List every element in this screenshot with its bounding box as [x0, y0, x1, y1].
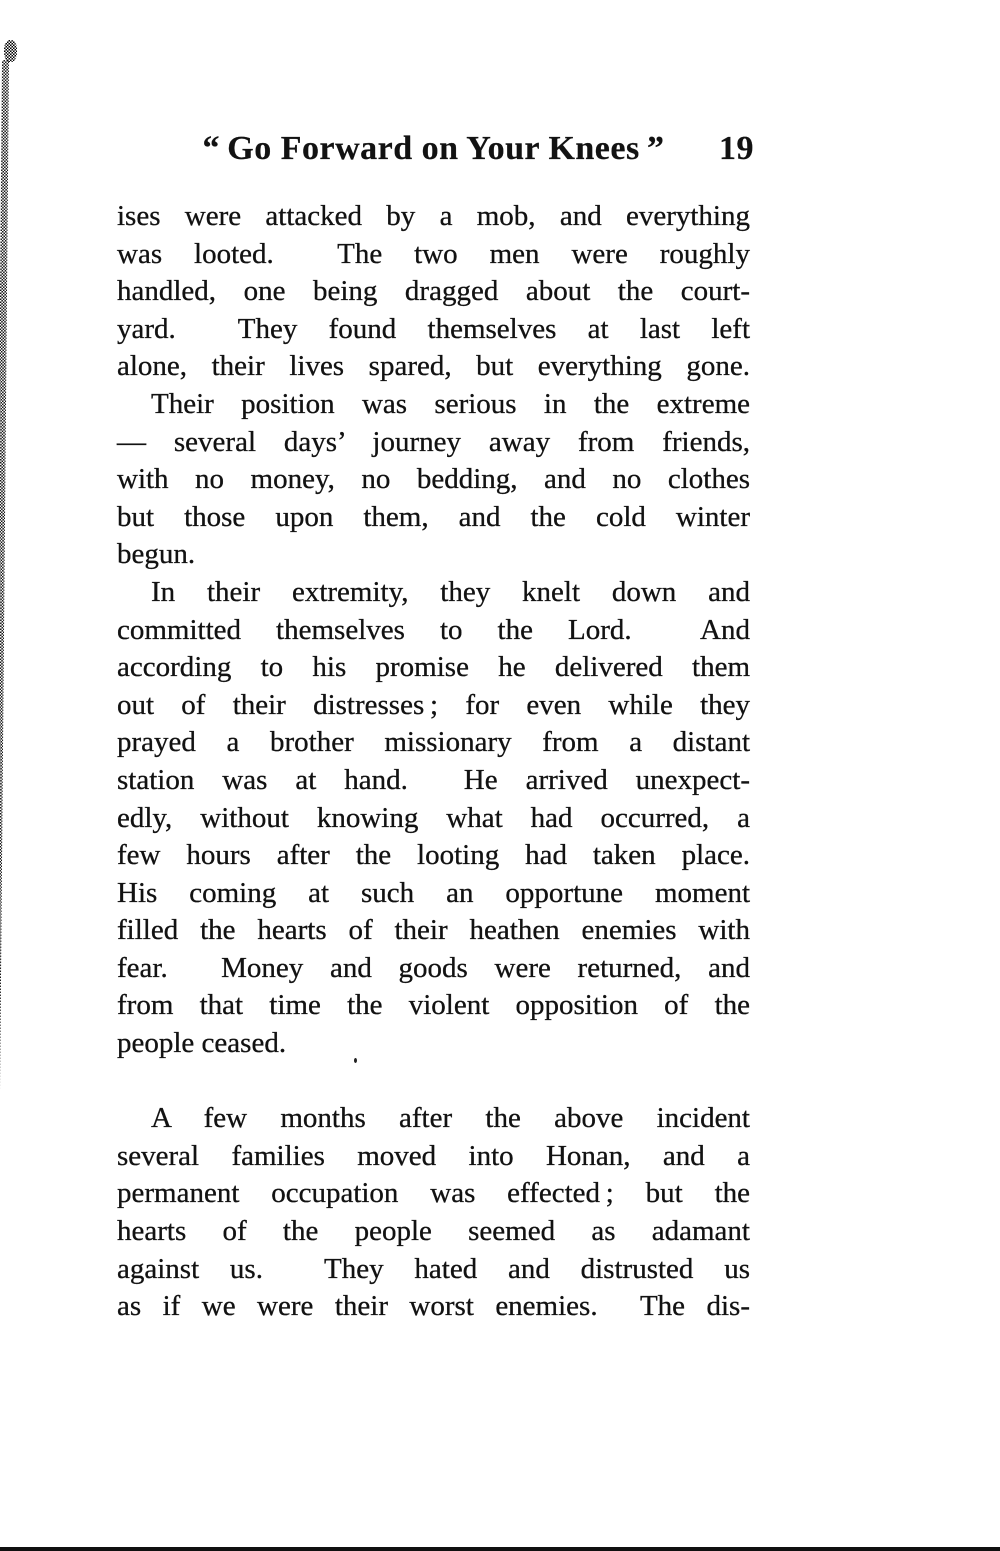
text-line: His coming at such an opportune moment [117, 876, 750, 909]
text-line: handled, one being dragged about the court- [117, 275, 750, 308]
text-line: begun. [117, 538, 196, 571]
text-line: ises were attacked by a mob, and everything [117, 200, 750, 232]
text-line: filled the hearts of their heathen enemies with [117, 914, 750, 947]
page-text [117, 198, 750, 1326]
text-line: several families moved into Honan, and a [117, 1139, 750, 1172]
text-line: edly, without knowing what had occurred, a [117, 801, 750, 834]
text-line: Their position was serious in the extreme [151, 387, 750, 420]
scan-artifact-speck [354, 1058, 357, 1063]
text-line: as if we were their worst enemies. The dis- [117, 1290, 750, 1323]
text-line: prayed a brother missionary from a distant [117, 726, 750, 759]
text-line: against us. They hated and distrusted us [117, 1252, 750, 1285]
text-line: fear. Money and goods were returned, and [117, 951, 750, 984]
paragraph [117, 386, 750, 574]
scan-artifact-binding-strip [0, 60, 9, 1551]
text-line: permanent occupation was effected ; but the [117, 1177, 750, 1210]
paragraph [117, 198, 750, 386]
text-line: few hours after the looting had taken place. [117, 839, 750, 872]
text-line: A few months after the above incident [151, 1102, 750, 1135]
paragraph [117, 574, 750, 1063]
text-line: hearts of the people seemed as adamant [117, 1215, 750, 1248]
text-line: from that time the violent opposition of the [117, 989, 750, 1022]
text-line: yard. They found themselves at last left [117, 312, 750, 345]
text-line: was looted. The two men were roughly [117, 237, 750, 270]
scan-artifact-bottom-edge [0, 1547, 1000, 1551]
page-content [117, 0, 754, 1326]
text-line: station was at hand. He arrived unexpect- [117, 763, 750, 796]
text-line: out of their distresses ; for even while they [117, 688, 750, 721]
paragraph [117, 1100, 750, 1326]
text-line: In their extremity, they knelt down and [151, 575, 750, 608]
text-line: people ceased. [117, 1027, 287, 1060]
text-line: alone, their lives spared, but everything gone. [117, 350, 750, 383]
text-line: but those upon them, and the cold winter [117, 500, 750, 533]
running-header [117, 128, 754, 170]
text-line: according to his promise he delivered them [117, 651, 750, 684]
page-number: 19 [719, 130, 754, 167]
chapter-title: “ Go Forward on Your Knees ” [202, 130, 665, 167]
text-line: — several days’ journey away from friends, [117, 425, 750, 458]
scan-artifact-blob [4, 40, 17, 62]
text-line: with no money, no bedding, and no clothes [117, 463, 750, 496]
text-line: committed themselves to the Lord. And [117, 613, 750, 646]
